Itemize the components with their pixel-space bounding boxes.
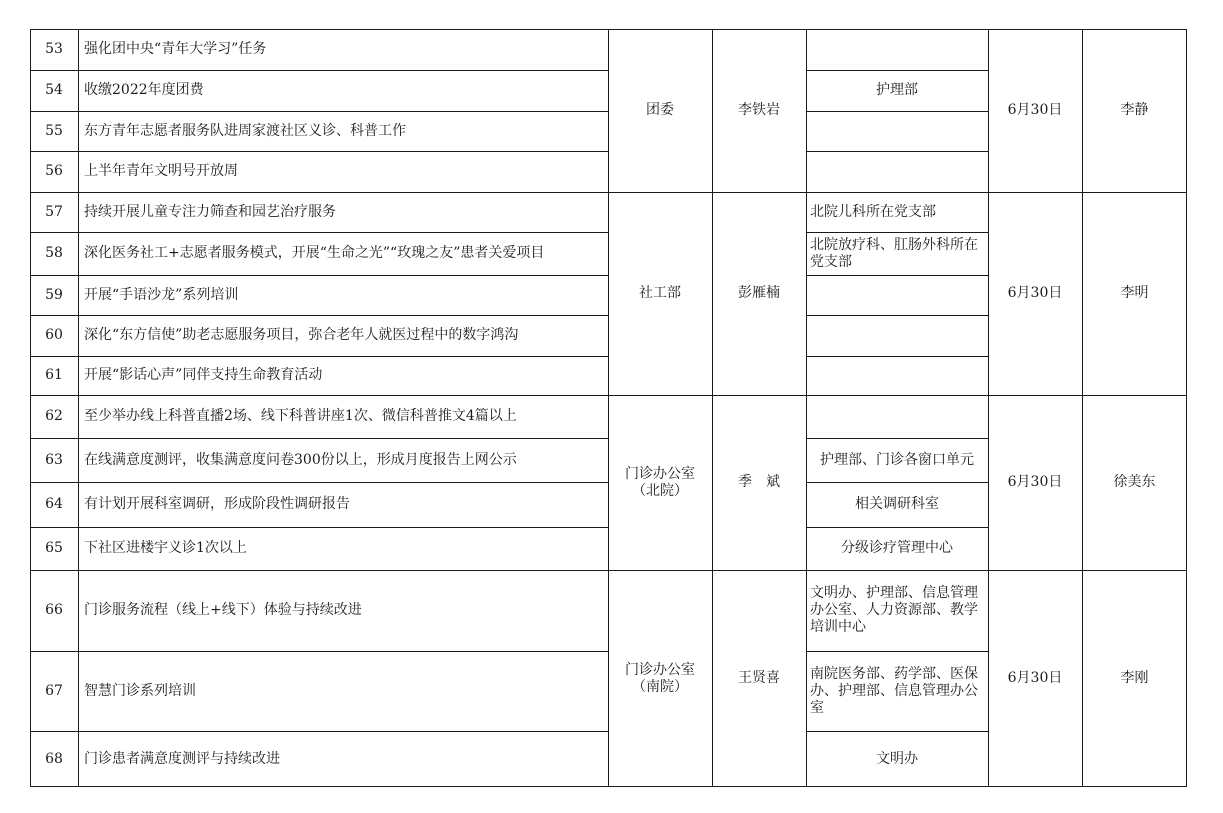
row-divider (30, 482, 608, 483)
row-number: 57 (45, 203, 63, 220)
leader: 李静 (1120, 102, 1149, 118)
cooperating-department: 分级诊疗管理中心 (841, 540, 953, 556)
cooperating-department: 北院儿科所在党支部 (810, 203, 936, 220)
deadline: 6月30日 (1007, 102, 1063, 118)
cooperating-department: 文明办、护理部、信息管理办公室、人力资源部、教学培训中心 (810, 585, 978, 635)
row-divider (30, 151, 608, 152)
group-divider (30, 395, 1187, 396)
task-description: 强化团中央“青年大学习”任务 (84, 41, 267, 57)
row-divider (30, 731, 608, 732)
row-number: 65 (45, 540, 63, 556)
row-divider (806, 527, 988, 528)
responsible-person: 季 斌 (738, 474, 780, 490)
responsible-department: 社工部 (639, 285, 681, 301)
column-divider (608, 29, 609, 787)
task-description: 深化医务社工+志愿者服务模式，开展“生命之光”“玫瑰之友”患者关爱项目 (84, 245, 545, 261)
responsible-department: 门诊办公室（南院） (625, 661, 695, 695)
task-description: 深化“东方信使”助老志愿服务项目，弥合老年人就医过程中的数字鸿沟 (84, 327, 519, 343)
column-divider (712, 29, 713, 787)
task-description: 收缴2022年度团费 (84, 82, 204, 98)
row-number: 63 (45, 451, 63, 468)
task-description: 智慧门诊系列培训 (84, 682, 196, 699)
responsible-department: 门诊办公室（北院） (625, 465, 695, 499)
task-table (30, 29, 1187, 787)
row-divider (806, 151, 988, 152)
cooperating-department: 护理部 (876, 82, 918, 98)
row-divider (30, 70, 608, 71)
row-divider (30, 111, 608, 112)
row-divider (806, 356, 988, 357)
row-divider (30, 275, 608, 276)
row-divider (806, 482, 988, 483)
row-number: 64 (45, 496, 63, 512)
task-description: 下社区进楼宇义诊1次以上 (84, 540, 247, 556)
row-number: 54 (45, 82, 63, 98)
row-divider (30, 356, 608, 357)
responsible-person: 王贤喜 (738, 670, 780, 686)
row-number: 60 (45, 327, 63, 343)
row-divider (30, 527, 608, 528)
task-description: 有计划开展科室调研，形成阶段性调研报告 (84, 496, 350, 512)
row-number: 55 (45, 122, 63, 139)
responsible-person: 李铁岩 (738, 102, 780, 118)
cooperating-department: 北院放疗科、肛肠外科所在党支部 (810, 236, 978, 270)
task-description: 开展“影话心声”同伴支持生命教育活动 (84, 367, 323, 383)
column-divider (988, 29, 989, 787)
cooperating-department: 相关调研科室 (855, 496, 939, 512)
row-number: 66 (45, 602, 63, 618)
column-divider (806, 29, 807, 787)
column-divider (1082, 29, 1083, 787)
task-description: 持续开展儿童专注力筛查和园艺治疗服务 (84, 203, 336, 220)
row-divider (806, 111, 988, 112)
row-divider (30, 315, 608, 316)
deadline: 6月30日 (1007, 670, 1063, 686)
row-divider (30, 651, 608, 652)
deadline: 6月30日 (1007, 285, 1063, 301)
responsible-person: 彭雁楠 (738, 285, 780, 301)
row-divider (806, 70, 988, 71)
row-number: 59 (45, 286, 63, 303)
table-border (1186, 29, 1187, 787)
column-divider (78, 29, 79, 787)
row-divider (30, 232, 608, 233)
row-divider (806, 315, 988, 316)
deadline: 6月30日 (1007, 474, 1063, 490)
row-divider (806, 731, 988, 732)
task-description: 在线满意度测评，收集满意度问卷300份以上，形成月度报告上网公示 (84, 451, 517, 468)
task-description: 门诊服务流程（线上+线下）体验与持续改进 (84, 602, 362, 618)
cooperating-department: 南院医务部、药学部、医保办、护理部、信息管理办公室 (810, 665, 978, 716)
row-number: 61 (45, 367, 63, 383)
row-divider (30, 438, 608, 439)
task-description: 开展“手语沙龙”系列培训 (84, 286, 239, 303)
row-number: 68 (45, 750, 63, 767)
task-description: 上半年青年文明号开放周 (84, 163, 238, 179)
cooperating-department: 文明办 (876, 750, 918, 767)
cooperating-department: 护理部、门诊各窗口单元 (820, 451, 974, 468)
leader: 李明 (1120, 285, 1149, 301)
task-description: 至少举办线上科普直播2场、线下科普讲座1次、微信科普推文4篇以上 (84, 408, 517, 424)
group-divider (30, 570, 1187, 571)
row-number: 67 (45, 682, 63, 699)
row-divider (806, 651, 988, 652)
table-border (30, 29, 31, 787)
row-number: 53 (45, 41, 63, 57)
row-divider (806, 275, 988, 276)
task-description: 东方青年志愿者服务队进周家渡社区义诊、科普工作 (84, 122, 406, 139)
row-number: 58 (45, 245, 63, 261)
responsible-department: 团委 (646, 102, 674, 118)
row-number: 62 (45, 408, 63, 424)
leader: 徐美东 (1113, 474, 1156, 490)
leader: 李刚 (1120, 670, 1149, 686)
group-divider (30, 192, 1187, 193)
row-divider (806, 438, 988, 439)
row-number: 56 (45, 163, 63, 179)
task-description: 门诊患者满意度测评与持续改进 (84, 750, 280, 767)
row-divider (806, 232, 988, 233)
